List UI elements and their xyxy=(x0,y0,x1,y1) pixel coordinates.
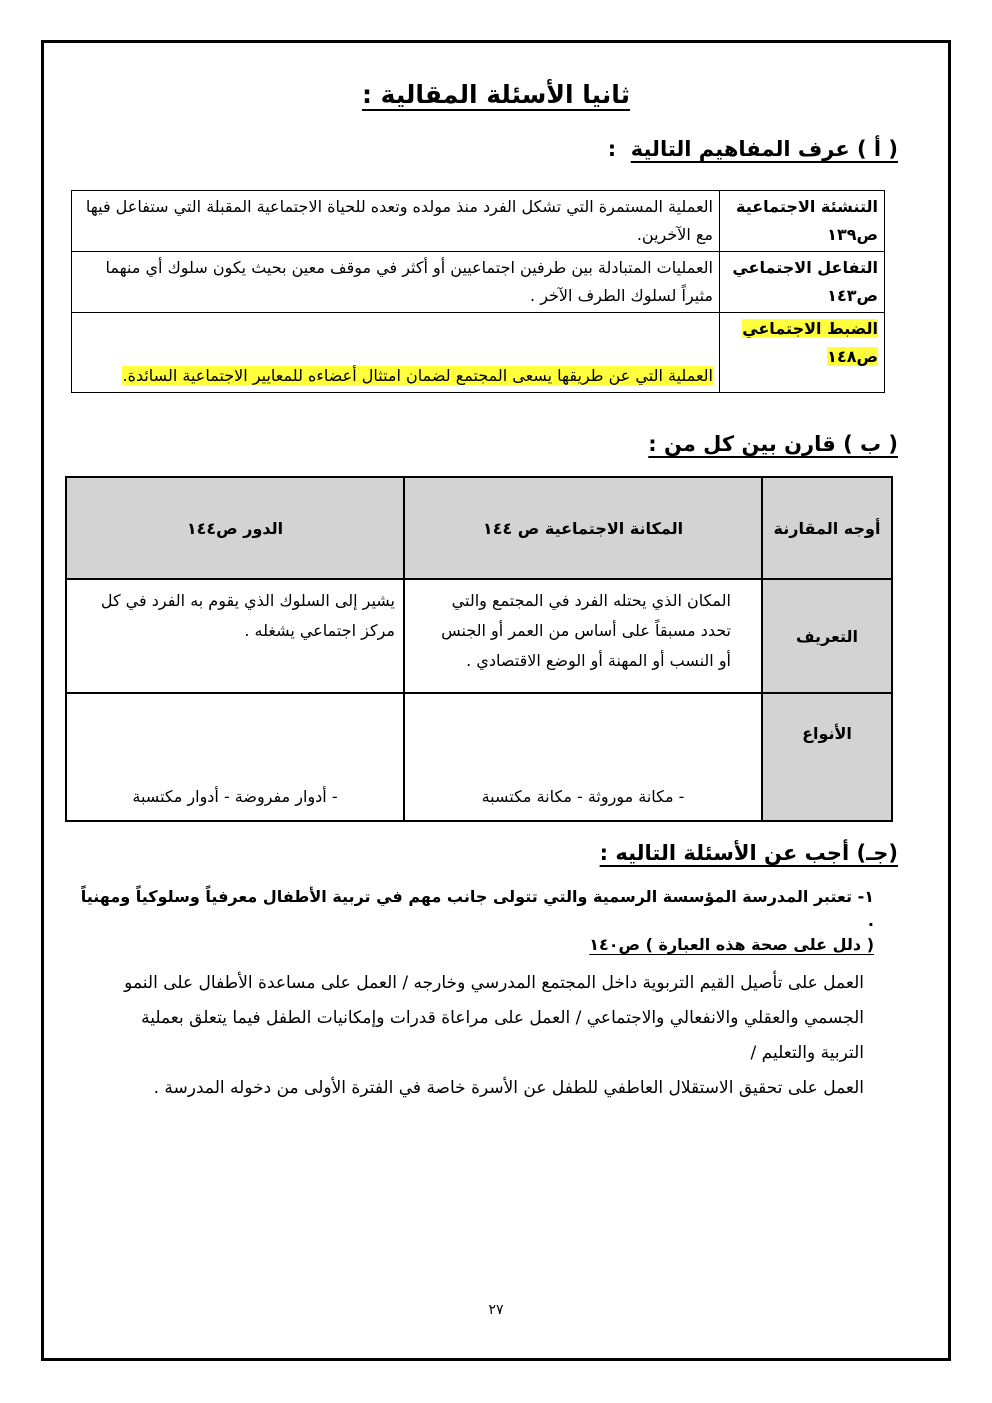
answer-line: التربية والتعليم / xyxy=(750,1043,864,1063)
table-row xyxy=(66,579,892,693)
term-page: ص١٣٩ xyxy=(827,225,878,244)
comparison-table xyxy=(65,476,893,822)
page-title: ثانيا الأسئلة المقالية : xyxy=(361,80,631,109)
term: الضبط الاجتماعي xyxy=(742,319,878,338)
table-row xyxy=(66,693,892,821)
term-page: ص١٤٨ xyxy=(827,347,878,366)
term: التفاعل الاجتماعي xyxy=(732,258,878,277)
row-label: الأنواع xyxy=(762,693,892,821)
question-instruction: ( دلل على صحة هذه العبارة ) ص١٤٠ xyxy=(589,935,874,954)
answer-line: الجسمي والعقلي والانفعالي والاجتماعي / العمل على مراعاة قدرات وإمكانيات الطفل فيما يتعلق بعملية xyxy=(141,1008,864,1028)
definition: العملية التي عن طريقها يسعى المجتمع لضمان امتثال أعضاءه للمعايير الاجتماعية السائدة. xyxy=(122,366,713,385)
section-c-heading: (جـ) أجب عن الأسئلة التاليه : xyxy=(599,841,898,865)
page-number: ٢٧ xyxy=(488,1302,504,1318)
definition: العمليات المتبادلة بين طرفين اجتماعيين أو أكثر في موقف معين بحيث يكون سلوك أي منهما مثيراً لسلوك الطرف الآخر . xyxy=(72,252,720,313)
definition: العملية المستمرة التي تشكل الفرد منذ مولده وتعده للحياة الاجتماعية المقبلة التي ستفاعل فيها مع الآخرين. xyxy=(72,191,720,252)
status-types: - مكانة موروثة - مكانة مكتسبة xyxy=(404,693,762,821)
section-b-heading: ( ب ) قارن بين كل من : xyxy=(648,432,898,456)
definition-row xyxy=(72,252,885,313)
section-a-heading: ( أ ) عرف المفاهيم التالية : xyxy=(607,137,898,161)
header-status: المكانة الاجتماعية ص ١٤٤ xyxy=(404,477,762,579)
question-text: ١- تعتبر المدرسة المؤسسة الرسمية والتي تتولى جانب مهم في تربية الأطفال معرفياً وسلوكياً ومهنياً . xyxy=(80,887,874,930)
status-definition: المكان الذي يحتله الفرد في المجتمع والتي تحدد مسبقاً على أساس من العمر أو الجنس أو النسب أو المهنة أو الوضع الاقتصادي . xyxy=(404,579,762,693)
role-definition: يشير إلى السلوك الذي يقوم به الفرد في كل مركز اجتماعي يشغله . xyxy=(66,579,404,693)
table-header-row xyxy=(66,477,892,579)
definition-row xyxy=(72,191,885,252)
header-aspect: أوجه المقارنة xyxy=(762,477,892,579)
answer-line: العمل على تحقيق الاستقلال العاطفي للطفل عن الأسرة خاصة في الفترة الأولى من دخوله المدرسة . xyxy=(153,1078,864,1098)
header-role: الدور ص١٤٤ xyxy=(66,477,404,579)
term-page: ص١٤٣ xyxy=(827,286,878,305)
definitions-table xyxy=(71,190,885,393)
term: التنشئة الاجتماعية xyxy=(736,197,878,216)
row-label: التعريف xyxy=(762,579,892,693)
answer-line: العمل على تأصيل القيم التربوية داخل المجتمع المدرسي وخارجه / العمل على مساعدة الأطفال على النمو xyxy=(124,973,864,993)
definition-row xyxy=(72,313,885,393)
question-1 xyxy=(74,885,874,957)
role-types: - أدوار مفروضة - أدوار مكتسبة xyxy=(66,693,404,821)
answer-block xyxy=(84,966,864,1106)
